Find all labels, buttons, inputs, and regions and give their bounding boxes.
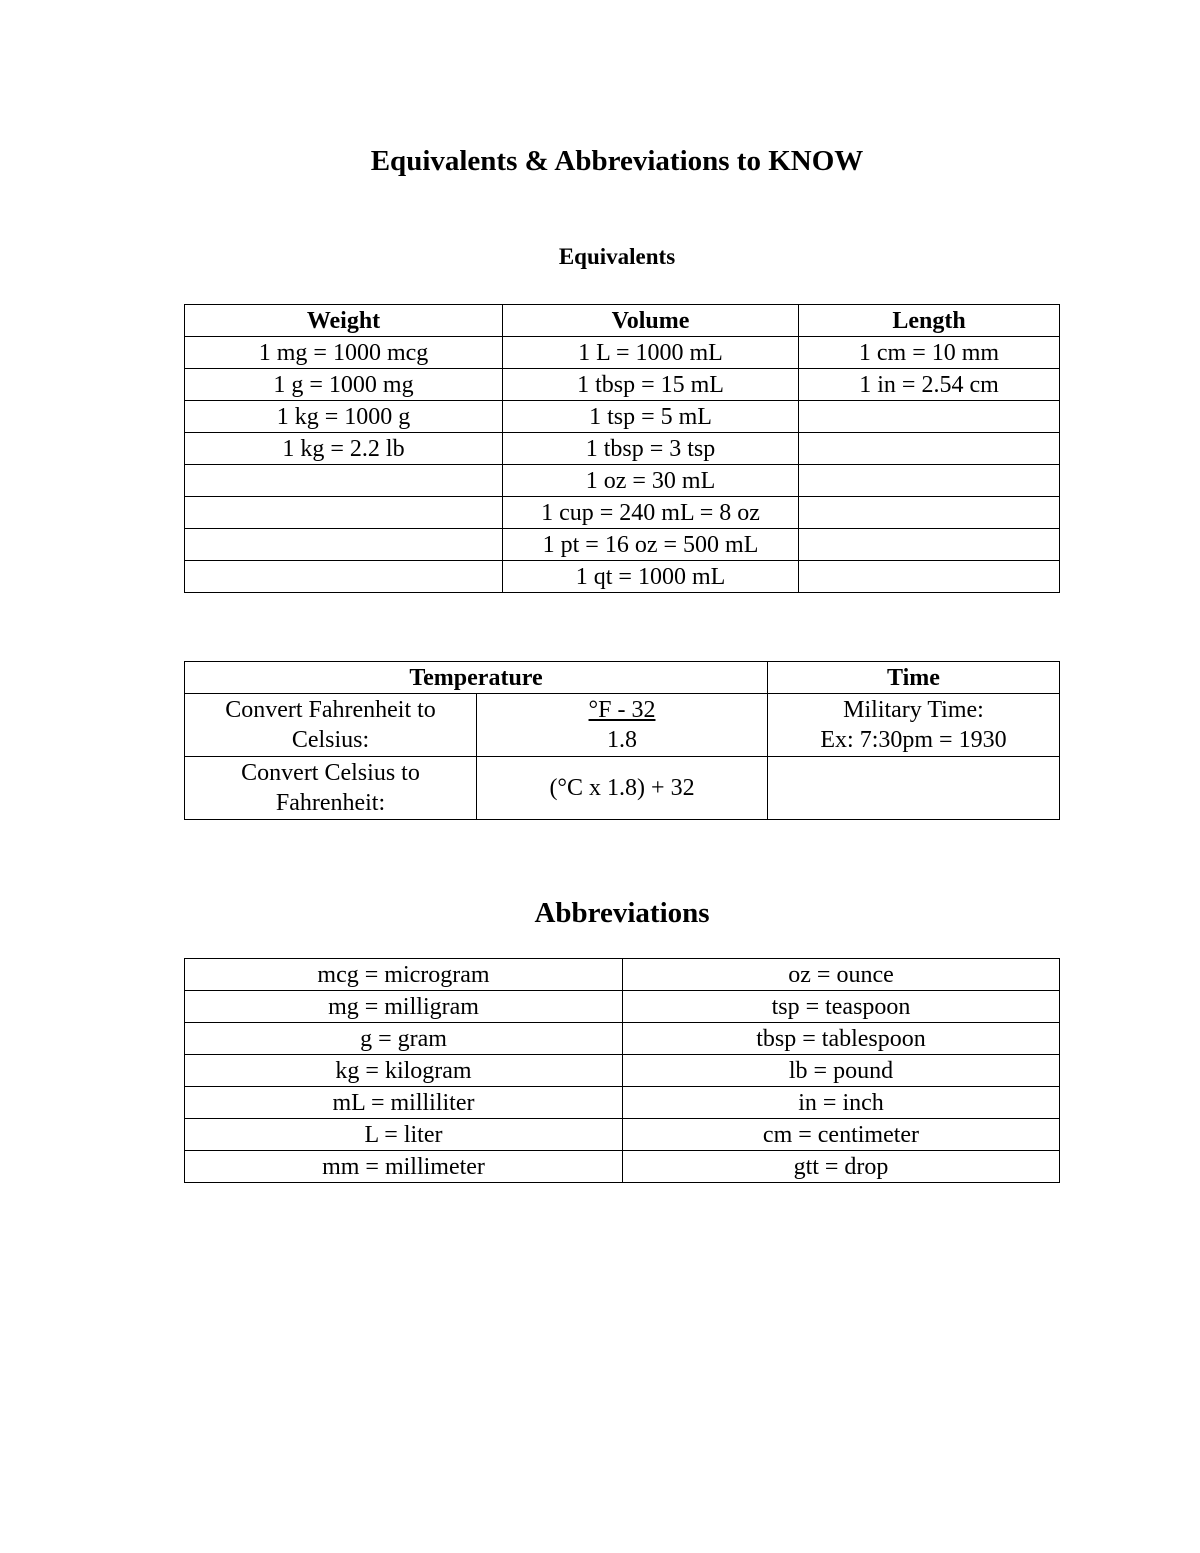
weight-cell: 1 kg = 2.2 lb [185, 433, 503, 465]
length-cell: 1 cm = 10 mm [799, 337, 1060, 369]
weight-header: Weight [185, 305, 503, 337]
volume-cell: 1 L = 1000 mL [503, 337, 799, 369]
abbreviations-heading: Abbreviations [534, 897, 710, 929]
length-cell [799, 401, 1060, 433]
length-cell: 1 in = 2.54 cm [799, 369, 1060, 401]
abbreviation-cell: kg = kilogram [185, 1055, 623, 1087]
weight-cell [185, 465, 503, 497]
volume-cell: 1 qt = 1000 mL [503, 561, 799, 593]
military-time-cell [768, 694, 1060, 757]
volume-header: Volume [503, 305, 799, 337]
table-row [185, 337, 1060, 369]
abbreviation-cell: tbsp = tablespoon [623, 1023, 1060, 1055]
temperature-time-header-row [185, 662, 1060, 694]
weight-cell [185, 561, 503, 593]
length-cell [799, 561, 1060, 593]
abbreviation-cell: gtt = drop [623, 1151, 1060, 1183]
volume-cell: 1 cup = 240 mL = 8 oz [503, 497, 799, 529]
f-to-c-denominator: 1.8 [607, 727, 637, 753]
length-cell [799, 529, 1060, 561]
abbreviations-table [184, 958, 1060, 1183]
table-row [185, 694, 1060, 757]
equivalents-heading: Equivalents [558, 244, 676, 269]
weight-cell: 1 mg = 1000 mcg [185, 337, 503, 369]
time-header: Time [768, 662, 1060, 694]
length-cell [799, 433, 1060, 465]
temperature-time-table [184, 661, 1060, 820]
c-to-f-formula: (°C x 1.8) + 32 [477, 757, 768, 820]
abbreviation-cell: oz = ounce [623, 959, 1060, 991]
length-cell [799, 465, 1060, 497]
table-row [185, 561, 1060, 593]
volume-cell: 1 tbsp = 15 mL [503, 369, 799, 401]
volume-cell: 1 pt = 16 oz = 500 mL [503, 529, 799, 561]
table-row [185, 991, 1060, 1023]
table-row [185, 1055, 1060, 1087]
abbreviation-cell: lb = pound [623, 1055, 1060, 1087]
page-title: Equivalents & Abbreviations to KNOW [370, 145, 864, 177]
table-row [185, 465, 1060, 497]
weight-cell: 1 g = 1000 mg [185, 369, 503, 401]
temperature-header: Temperature [185, 662, 768, 694]
abbreviation-cell: mL = milliliter [185, 1087, 623, 1119]
table-row [185, 1087, 1060, 1119]
equivalents-header-row [185, 305, 1060, 337]
weight-cell: 1 kg = 1000 g [185, 401, 503, 433]
volume-cell: 1 tsp = 5 mL [503, 401, 799, 433]
abbreviation-cell: g = gram [185, 1023, 623, 1055]
table-row [185, 1119, 1060, 1151]
table-row [185, 529, 1060, 561]
c-to-f-label: Convert Celsius to Fahrenheit: [185, 757, 477, 820]
f-to-c-label: Convert Fahrenheit to Celsius: [185, 694, 477, 757]
military-time-label: Military Time: [843, 697, 984, 723]
abbreviation-cell: L = liter [185, 1119, 623, 1151]
table-row [185, 1023, 1060, 1055]
weight-cell [185, 529, 503, 561]
military-time-example: Ex: 7:30pm = 1930 [820, 727, 1007, 753]
empty-time-cell [768, 757, 1060, 820]
abbreviation-cell: cm = centimeter [623, 1119, 1060, 1151]
volume-cell: 1 tbsp = 3 tsp [503, 433, 799, 465]
table-row [185, 959, 1060, 991]
table-row [185, 1151, 1060, 1183]
volume-cell: 1 oz = 30 mL [503, 465, 799, 497]
table-row [185, 757, 1060, 820]
abbreviation-cell: mg = milligram [185, 991, 623, 1023]
table-row [185, 433, 1060, 465]
abbreviation-cell: in = inch [623, 1087, 1060, 1119]
abbreviation-cell: mm = millimeter [185, 1151, 623, 1183]
equivalents-table [184, 304, 1060, 593]
length-header: Length [799, 305, 1060, 337]
abbreviation-cell: tsp = teaspoon [623, 991, 1060, 1023]
f-to-c-numerator: °F - 32 [588, 697, 656, 723]
table-row [185, 401, 1060, 433]
abbreviation-cell: mcg = microgram [185, 959, 623, 991]
weight-cell [185, 497, 503, 529]
length-cell [799, 497, 1060, 529]
table-row [185, 497, 1060, 529]
f-to-c-formula [477, 694, 768, 757]
table-row [185, 369, 1060, 401]
